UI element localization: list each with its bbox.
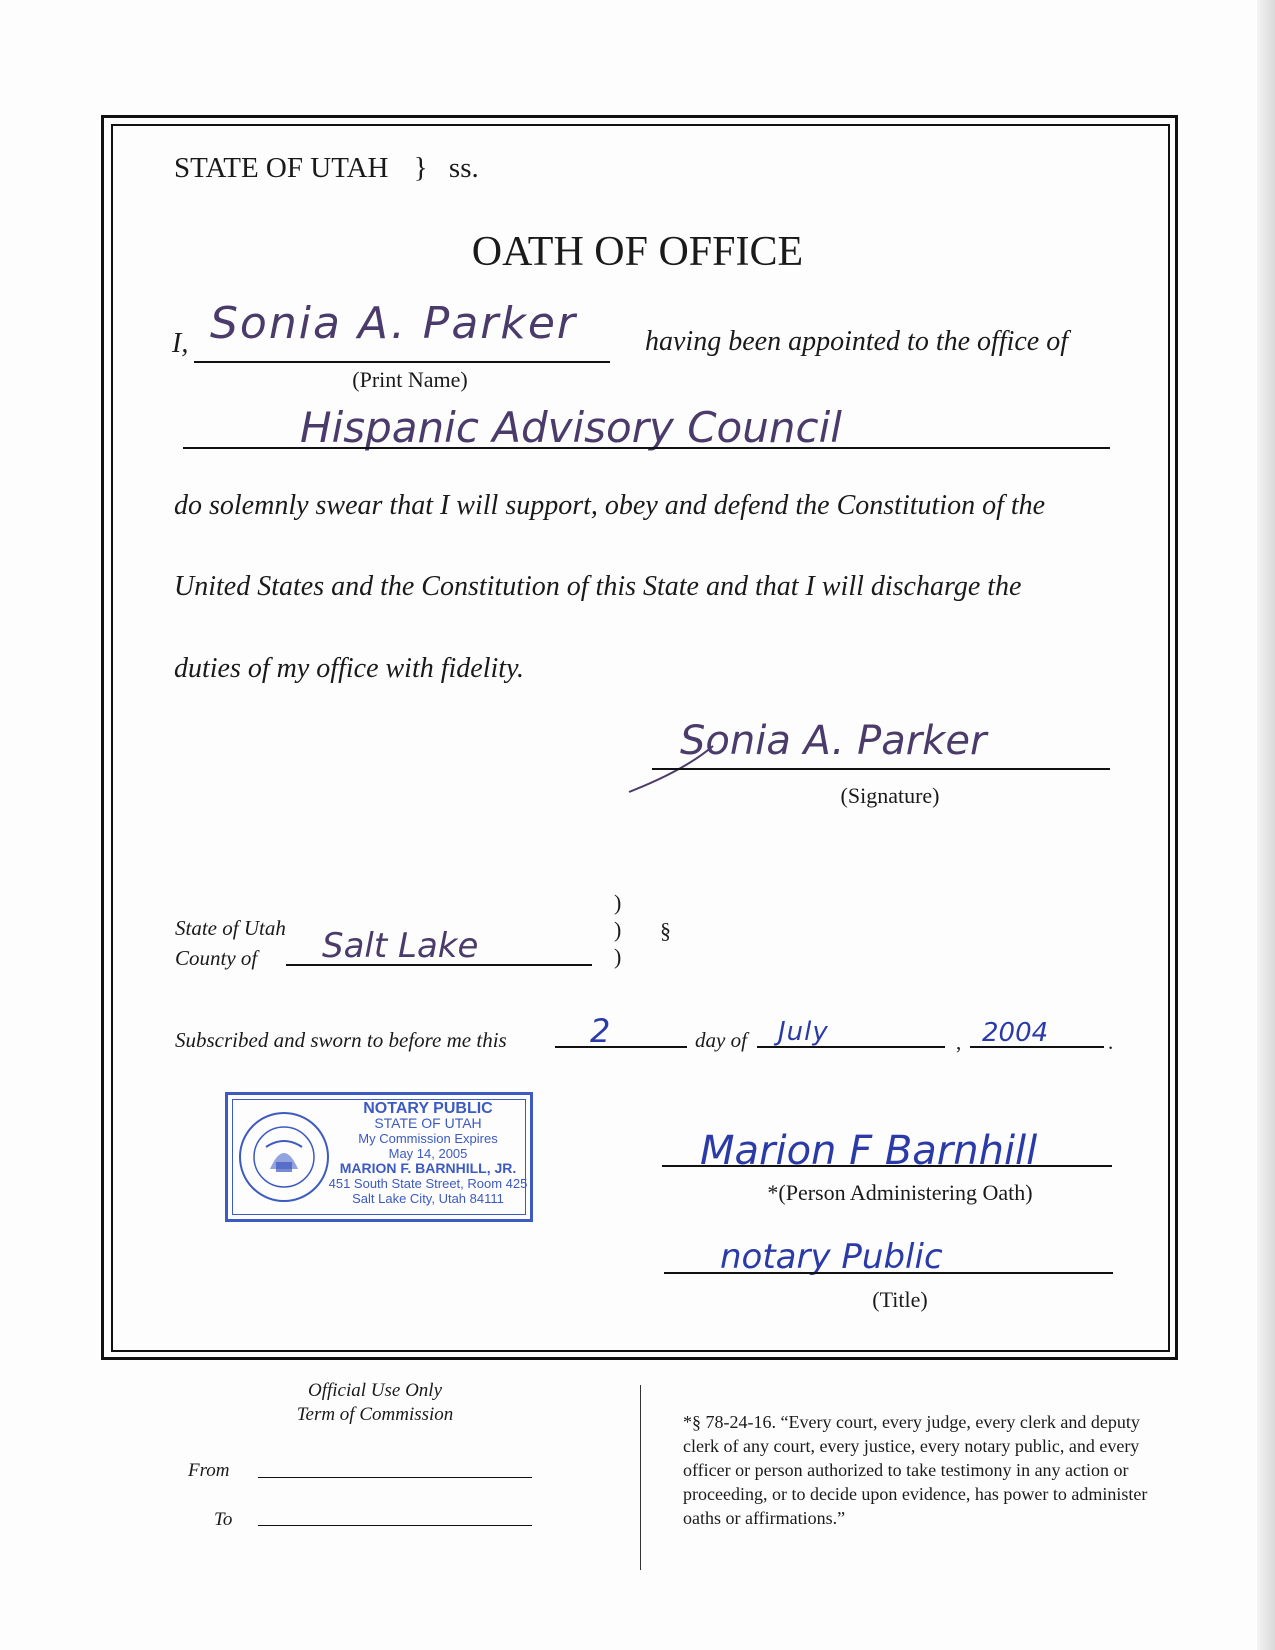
- to-label: To: [214, 1509, 233, 1530]
- section-symbol: §: [660, 918, 671, 943]
- administrator-caption: *(Person Administering Oath): [767, 1180, 1033, 1205]
- administrator-underline: [662, 1165, 1112, 1167]
- subscribed-text: Subscribed and sworn to before me this: [175, 1028, 507, 1052]
- handwritten-day: 2: [590, 1012, 611, 1050]
- office-underline: [183, 447, 1110, 449]
- ss-label: ss.: [448, 152, 479, 184]
- handwritten-signature: Sonia A. Parker: [680, 718, 987, 764]
- notary-stamp: [225, 1092, 533, 1222]
- handwritten-name: Sonia A. Parker: [210, 298, 578, 349]
- print-name-caption: (Print Name): [352, 367, 468, 392]
- venue-county-label: County of: [175, 946, 258, 970]
- handwritten-office: Hispanic Advisory Council: [300, 403, 842, 452]
- handwritten-month: July: [778, 1017, 829, 1047]
- venue-state-label: State of Utah: [175, 916, 286, 940]
- appointed-text: having been appointed to the office of: [645, 326, 1069, 357]
- state-seal-icon: [236, 1107, 332, 1207]
- title-underline: [664, 1272, 1113, 1274]
- signature-caption: (Signature): [840, 783, 940, 808]
- stamp-line-2: STATE OF UTAH: [374, 1115, 482, 1131]
- handwritten-administrator-signature: Marion F Barnhill: [700, 1128, 1038, 1174]
- handwritten-title: notary Public: [720, 1237, 943, 1277]
- state-name: STATE OF UTAH: [174, 152, 389, 184]
- oath-prefix: I,: [172, 328, 189, 359]
- oath-body-line3: duties of my office with fidelity.: [174, 653, 524, 684]
- oath-body-line2: United States and the Constitution of this State and that I will discharge the: [174, 571, 1022, 602]
- day-of-text: day of: [695, 1028, 747, 1052]
- from-field-line: [258, 1477, 532, 1478]
- stamp-line-7: Salt Lake City, Utah 84111: [352, 1191, 504, 1206]
- stamp-line-1: NOTARY PUBLIC: [363, 1100, 493, 1117]
- stamp-line-4: May 14, 2005: [388, 1146, 468, 1161]
- vertical-divider: [640, 1385, 641, 1570]
- official-use-heading: Official Use Only: [307, 1380, 443, 1401]
- stamp-line-5: MARION F. BARNHILL, JR.: [339, 1160, 517, 1176]
- venue-paren-3: ): [614, 944, 622, 969]
- brace: }: [413, 152, 428, 184]
- stamp-line-6: 451 South State Street, Room 425: [328, 1176, 528, 1191]
- to-field-line: [258, 1525, 532, 1526]
- term-of-commission-heading: Term of Commission: [296, 1404, 454, 1425]
- name-underline: [194, 361, 610, 363]
- venue-paren-2: ): [614, 917, 622, 942]
- date-period: .: [1108, 1030, 1114, 1054]
- county-underline: [286, 964, 592, 966]
- stamp-line-3: My Commission Expires: [358, 1131, 498, 1146]
- signature-underline: [652, 768, 1110, 770]
- from-label: From: [188, 1460, 230, 1481]
- venue-paren-1: ): [614, 890, 622, 915]
- month-underline: [757, 1046, 945, 1048]
- state-header: [174, 152, 479, 185]
- year-underline: [970, 1046, 1104, 1048]
- statute-footnote: *§ 78-24-16. “Every court, every judge, every clerk and deputy clerk of any court, every justice, every notary public, and every officer or person authorized to take testimony in any action or proceeding, or to decide upon evidence, has power to administer oaths or affirmations.”: [683, 1412, 1148, 1528]
- title-caption: (Title): [872, 1287, 928, 1312]
- handwritten-year: 2004: [982, 1018, 1049, 1048]
- oath-body-line1: do solemnly swear that I will support, obey and defend the Constitution of the: [174, 490, 1046, 521]
- handwritten-county: Salt Lake: [322, 926, 479, 966]
- day-underline: [555, 1046, 687, 1048]
- stamp-text: [328, 1101, 528, 1206]
- document-title: OATH OF OFFICE: [471, 229, 804, 275]
- date-comma: ,: [956, 1030, 962, 1054]
